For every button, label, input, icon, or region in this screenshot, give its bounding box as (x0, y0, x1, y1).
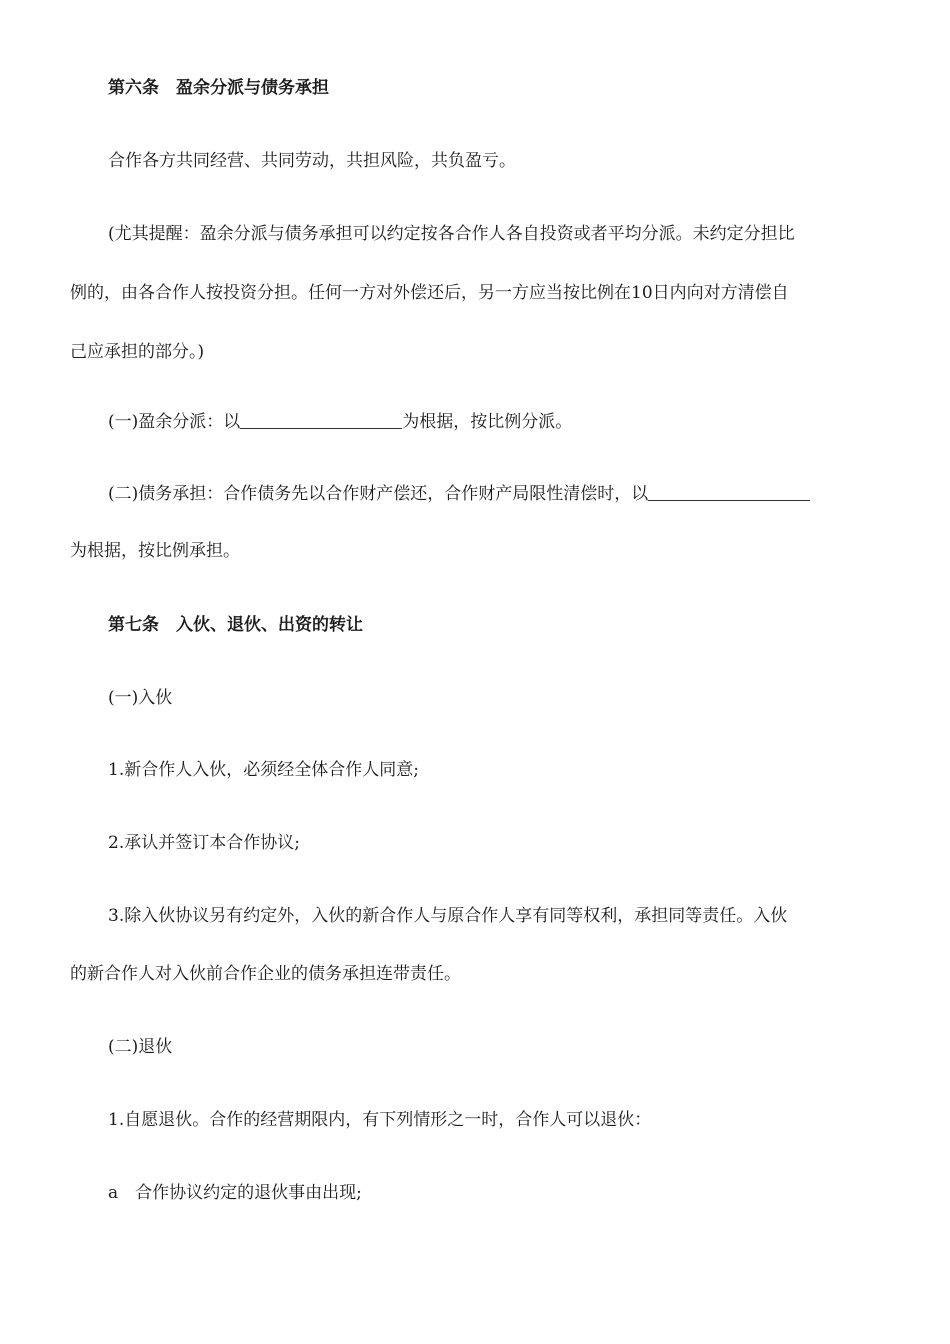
item-debt-bearing (70, 466, 882, 522)
joining-item-3-line-1: 3.除入伙协议另有约定外，入伙的新合作人与原合作人享有同等权利，承担同等责任。入伙 (108, 906, 788, 926)
item-surplus-suffix: 为根据，按比例分派。 (402, 412, 573, 432)
item-debt-line-2: 为根据，按比例承担。 (70, 541, 240, 561)
withdrawal-item-1: 1.自愿退伙。合作的经营期限内，有下列情形之一时，合作人可以退伙： (108, 1110, 652, 1130)
item-debt-prefix: (二)债务承担：合作债务先以合作财产偿还，合作财产局限性清偿时，以 (108, 484, 649, 504)
withdrawal-item-a: a 合作协议约定的退伙事由出现; (108, 1183, 362, 1203)
article-6-paragraph-1: 合作各方共同经营、共同劳动，共担风险，共负盈亏。 (108, 151, 516, 171)
article-6-heading: 第六条 盈余分派与债务承担 (108, 78, 329, 98)
item-surplus-distribution (70, 394, 882, 450)
note-line-2: 例的，由各合作人按投资分担。任何一方对外偿还后，另一方应当按比例在10日内向对方清偿自 (70, 283, 789, 303)
item-surplus-prefix: (一)盈余分派：以 (108, 412, 241, 432)
joining-item-1: 1.新合作人入伙，必须经全体合作人同意; (108, 760, 419, 780)
note-line-3: 己应承担的部分。) (70, 342, 205, 362)
surplus-basis-blank[interactable] (240, 427, 402, 429)
section-withdrawal-heading: (二)退伙 (108, 1037, 173, 1057)
article-7-heading: 第七条 入伙、退伙、出资的转让 (108, 615, 363, 635)
note-line-1: (尤其提醒：盈余分派与债务承担可以约定按各合作人各自投资或者平均分派。未约定分担比 (108, 224, 795, 244)
joining-item-3-line-2: 的新合作人对入伙前合作企业的债务承担连带责任。 (70, 964, 461, 984)
section-joining-heading: (一)入伙 (108, 688, 173, 708)
joining-item-2: 2.承认并签订本合作协议; (108, 833, 300, 853)
debt-basis-blank[interactable] (648, 499, 810, 501)
